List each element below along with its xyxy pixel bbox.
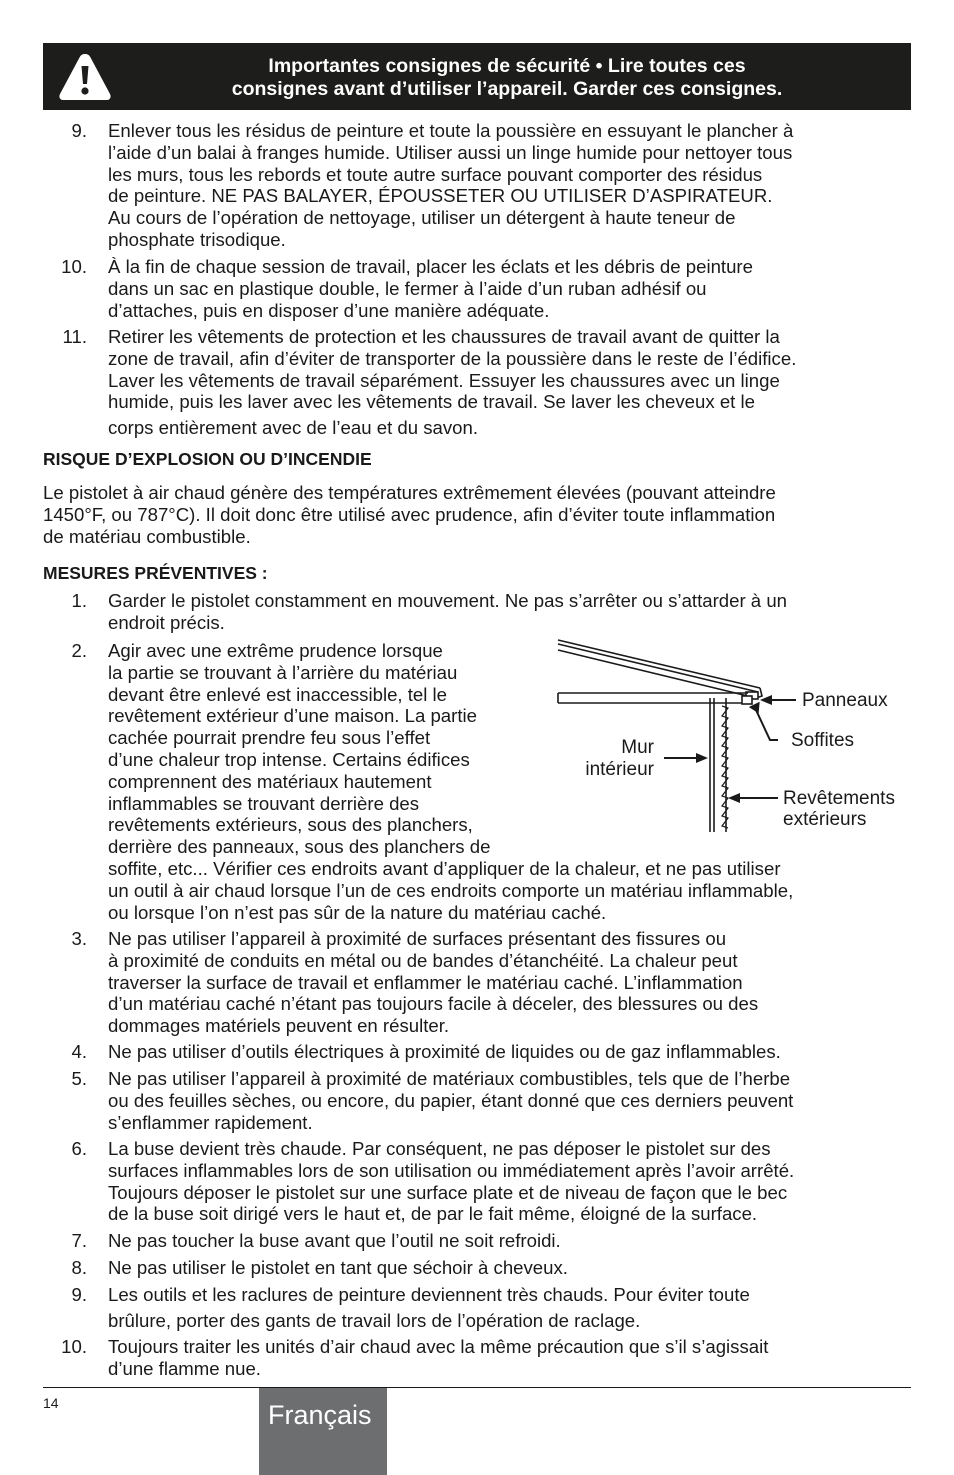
text-line: l’aide d’un balai à franges humide. Utiliser aussi un linge humide pour nettoyer tous bbox=[108, 141, 793, 163]
text-line: d’une flamme nue. bbox=[108, 1357, 261, 1379]
text-line: un outil à air chaud lorsque l’un de ces endroits comporte un matériau inflammable, bbox=[108, 879, 794, 901]
text-line: de matériau combustible. bbox=[43, 525, 251, 547]
text-line: de la buse soit dirigé vers le haut et, de par le fait même, éloigné de la surface. bbox=[108, 1203, 758, 1225]
text-line: Toujours déposer le pistolet sur une surface plate et de niveau de façon que le bec bbox=[108, 1181, 788, 1203]
roof-panels bbox=[558, 640, 762, 699]
list-item-text bbox=[108, 256, 753, 321]
exterior-wall bbox=[710, 698, 728, 832]
list-item-number: 8. bbox=[71, 1257, 87, 1278]
text-line: 1450°F, ou 787°C). Il doit donc être utilisé avec prudence, afin d’éviter toute inflammation bbox=[43, 503, 776, 525]
text-line: humide, puis les laver avec les vêtements de travail. Se laver les cheveux et le bbox=[108, 391, 755, 413]
text-line: de peinture. NE PAS BALAYER, ÉPOUSSETER OU UTILISER D’ASPIRATEUR. bbox=[108, 185, 773, 207]
list-item-number: 9. bbox=[71, 1284, 87, 1305]
text-line: Laver les vêtements de travail séparément. Essuyer les chaussures avec un linge bbox=[108, 369, 780, 391]
text-line: phosphate trisodique. bbox=[108, 228, 286, 250]
list-item-number: 4. bbox=[71, 1041, 87, 1062]
text-line: d’un matériau caché n’étant pas toujours facile à déceler, des blessures ou des bbox=[108, 993, 759, 1015]
list-item-number: 6. bbox=[71, 1138, 87, 1159]
text-line: Agir avec une extrême prudence lorsque bbox=[108, 640, 443, 661]
text-line: Le pistolet à air chaud génère des températures extrêmement élevées (pouvant atteindre bbox=[43, 482, 776, 503]
text-line: Ne pas utiliser l’appareil à proximité de surfaces présentant des fissures ou bbox=[108, 928, 727, 949]
page-number: 14 bbox=[43, 1395, 59, 1411]
banner-title bbox=[123, 55, 891, 101]
text-line: surfaces inflammables lors de son utilisation ou immédiatement après l’avoir arrêté. bbox=[108, 1159, 795, 1181]
list-item-text bbox=[108, 928, 758, 1037]
text-line: ou des feuilles sèches, ou encore, du papier, étant donné que ces derniers peuvent bbox=[108, 1089, 794, 1111]
list-item-text bbox=[108, 1230, 561, 1252]
text-line: dans un sac en plastique double, le fermer à l’aide d’un ruban adhésif ou bbox=[108, 277, 707, 299]
text-line: zone de travail, afin d’éviter de transporter de la poussière dans le reste de l’édifice. bbox=[108, 347, 797, 369]
warning-triangle-icon bbox=[57, 51, 113, 103]
section-heading-preventive: MESURES PRÉVENTIVES : bbox=[43, 563, 268, 583]
section-paragraph bbox=[43, 482, 913, 547]
text-line: ou lorsque l’on n’est pas sûr de la nature du matériau caché. bbox=[108, 901, 607, 923]
text-line: Retirer les vêtements de protection et les chaussures de travail avant de quitter la bbox=[108, 326, 780, 347]
text-line: la partie se trouvant à l’arrière du matériau bbox=[108, 661, 458, 683]
section-heading-explosion: RISQUE D’EXPLOSION OU D’INCENDIE bbox=[43, 449, 372, 469]
label-revetements-line-2: extérieurs bbox=[783, 809, 867, 830]
list-item-text bbox=[108, 1284, 750, 1332]
text-line: traverser la surface de travail et enflammer le matériau caché. L’inflammation bbox=[108, 971, 743, 993]
soffit-board bbox=[558, 693, 752, 704]
text-line: Ne pas utiliser d’outils électriques à proximité de liquides ou de gaz inflammables. bbox=[108, 1041, 781, 1062]
list-item-text bbox=[108, 1257, 568, 1279]
list-item-text bbox=[108, 326, 796, 439]
soffit-diagram bbox=[556, 636, 916, 836]
language-label: Français bbox=[268, 1400, 372, 1430]
text-line: Enlever tous les résidus de peinture et toute la poussière en essuyant le plancher à bbox=[108, 120, 794, 141]
text-line: les murs, tous les rebords et toute autre surface pouvant comporter des résidus bbox=[108, 163, 763, 185]
text-line: corps entièrement avec de l’eau et du savon. bbox=[108, 417, 479, 439]
text-line: inflammables se trouvant derrière des bbox=[108, 792, 420, 814]
label-soffites: Soffites bbox=[791, 730, 855, 751]
safety-banner bbox=[43, 43, 911, 110]
list-item-number: 3. bbox=[71, 928, 87, 949]
text-line: endroit précis. bbox=[108, 611, 225, 633]
text-line: À la fin de chaque session de travail, placer les éclats et les débris de peinture bbox=[108, 256, 753, 277]
list-item-number: 5. bbox=[71, 1068, 87, 1089]
language-tab bbox=[259, 1388, 387, 1475]
footer-divider bbox=[43, 1387, 911, 1388]
banner-title-line-1: Importantes consignes de sécurité • Lire toutes ces bbox=[268, 55, 746, 77]
text-line: La buse devient très chaude. Par conséquent, ne pas déposer le pistolet sur des bbox=[108, 1138, 771, 1159]
text-line: Ne pas utiliser l’appareil à proximité de matériaux combustibles, tels que de l’herbe bbox=[108, 1068, 791, 1089]
text-line: s’enflammer rapidement. bbox=[108, 1111, 313, 1133]
list-item-number: 1. bbox=[71, 590, 87, 611]
list-item-number: 7. bbox=[71, 1230, 87, 1251]
list-item-number: 10. bbox=[61, 1336, 87, 1357]
label-panneaux: Panneaux bbox=[802, 690, 888, 711]
label-revetements-line-1: Revêtements bbox=[783, 788, 895, 809]
label-mur-line-1: Mur bbox=[621, 737, 654, 758]
list-item-text bbox=[108, 1068, 793, 1133]
text-line: soffite, etc... Vérifier ces endroits avant d’appliquer de la chaleur, et ne pas utiliser bbox=[108, 857, 781, 879]
text-line: derrière des panneaux, sous des planchers de bbox=[108, 836, 491, 858]
text-line: revêtements extérieurs, sous des planchers, bbox=[108, 814, 473, 836]
list-item-text bbox=[108, 120, 793, 251]
diagram-arrows bbox=[664, 695, 796, 803]
list-item-number: 2. bbox=[71, 640, 87, 661]
text-line: Ne pas toucher la buse avant que l’outil ne soit refroidi. bbox=[108, 1230, 561, 1251]
list-item-number: 9. bbox=[71, 120, 87, 141]
text-line: comprennent des matériaux hautement bbox=[108, 770, 432, 792]
text-line: à proximité de conduits en métal ou de bandes d’étanchéité. La chaleur peut bbox=[108, 949, 738, 971]
text-line: d’attaches, puis en disposer d’une manière adéquate. bbox=[108, 299, 550, 321]
text-line: devant être enlevé est inaccessible, tel le bbox=[108, 683, 448, 705]
text-line: revêtement extérieur d’une maison. La partie bbox=[108, 705, 477, 727]
list-item-number: 10. bbox=[61, 256, 87, 277]
text-line: cachée pourrait prendre feu sous l’effet bbox=[108, 727, 431, 749]
list-item-text bbox=[108, 1336, 768, 1380]
list-item-number: 11. bbox=[62, 326, 87, 347]
text-line: Garder le pistolet constamment en mouvement. Ne pas s’arrêter ou s’attarder à un bbox=[108, 590, 787, 611]
text-line: Au cours de l’opération de nettoyage, utiliser un détergent à haute teneur de bbox=[108, 207, 736, 229]
text-line: d’une chaleur trop intense. Certains édifices bbox=[108, 748, 470, 770]
label-mur-line-2: intérieur bbox=[585, 759, 654, 780]
list-item-text bbox=[108, 1138, 794, 1225]
banner-title-line-2: consignes avant d’utiliser l’appareil. Garder ces consignes. bbox=[231, 78, 783, 100]
text-line: Toujours traiter les unités d’air chaud avec la même précaution que s’il s’agissait bbox=[108, 1336, 769, 1357]
text-line: dommages matériels peuvent en résulter. bbox=[108, 1015, 450, 1037]
list-item-text bbox=[108, 1041, 781, 1063]
text-line: Les outils et les raclures de peinture deviennent très chauds. Pour éviter toute bbox=[108, 1284, 750, 1305]
list-item-text bbox=[108, 590, 787, 634]
text-line: Ne pas utiliser le pistolet en tant que séchoir à cheveux. bbox=[108, 1257, 568, 1278]
text-line: brûlure, porter des gants de travail lors de l’opération de raclage. bbox=[108, 1309, 641, 1331]
